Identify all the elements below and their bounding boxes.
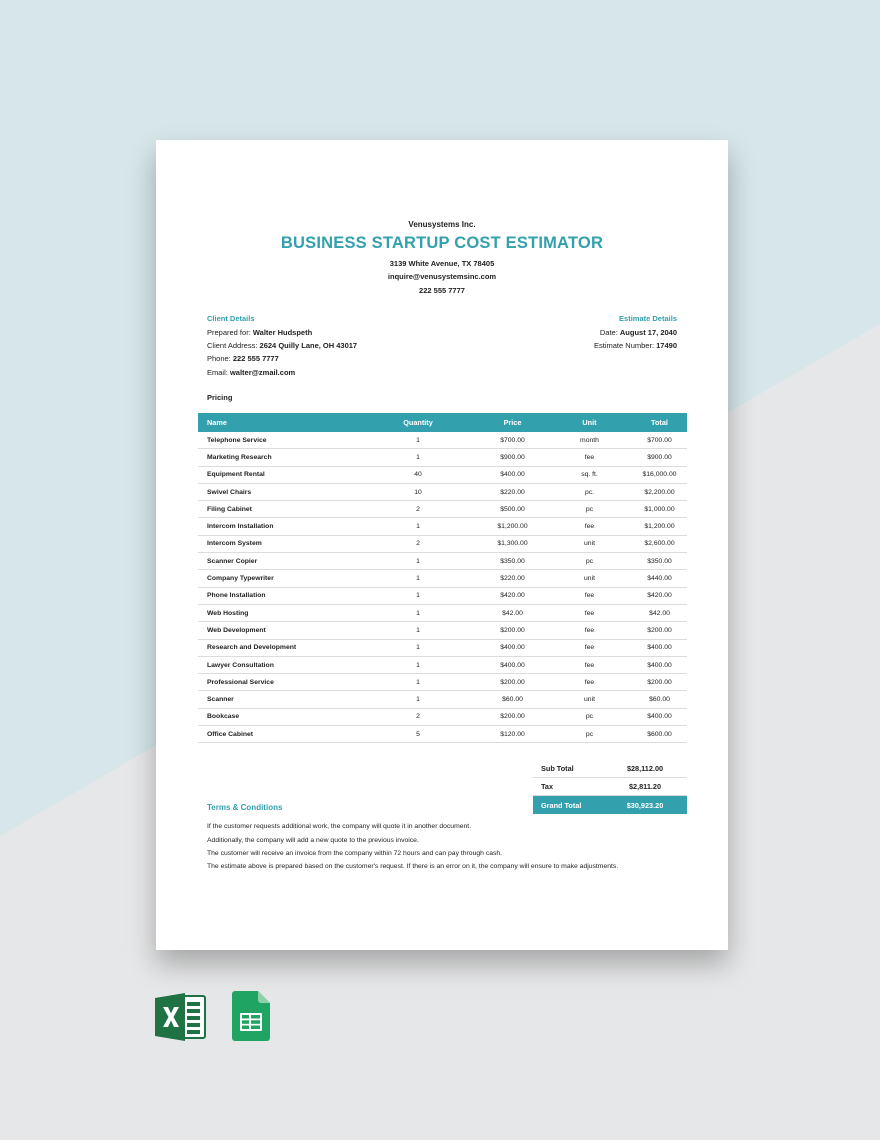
- cell-quantity: 1: [416, 557, 420, 565]
- cell-quantity: 5: [416, 730, 420, 738]
- prepared-for-label: Prepared for:: [207, 328, 251, 337]
- cell-name: Office Cabinet: [207, 730, 254, 738]
- cell-name: Lawyer Consultation: [207, 661, 274, 669]
- cell-name: Intercom System: [207, 540, 262, 548]
- cell-quantity: 2: [416, 540, 420, 548]
- cell-unit: pc: [585, 505, 594, 513]
- subtotal-row: [533, 760, 687, 778]
- cell-unit: fee: [584, 626, 595, 634]
- cell-quantity: 1: [416, 644, 420, 652]
- cell-total: $700.00: [647, 436, 672, 444]
- subtotal-value: $28,112.00: [626, 764, 664, 773]
- cell-total: $2,600.00: [644, 540, 675, 548]
- cell-price: $120.00: [500, 730, 525, 738]
- table-row: [198, 726, 687, 743]
- client-email-value: walter@zmail.com: [229, 368, 296, 377]
- cell-quantity: 1: [416, 696, 420, 704]
- cell-unit: fee: [584, 592, 595, 600]
- cell-price: $700.00: [500, 436, 525, 444]
- table-header: [198, 413, 687, 432]
- google-sheets-icon[interactable]: [232, 991, 270, 1041]
- estimate-number-label: Estimate Number:: [594, 341, 655, 350]
- cell-name: Swivel Chairs: [207, 488, 252, 496]
- table-row: [198, 467, 687, 484]
- cell-name: Scanner Copier: [207, 557, 258, 565]
- cell-price: $42.00: [502, 609, 523, 617]
- document-page: [156, 140, 728, 950]
- cell-total: $2,200.00: [644, 488, 675, 496]
- cell-total: $200.00: [647, 678, 672, 686]
- terms-line: Additionally, the company will add a new quote to the previous invoice.: [207, 837, 419, 844]
- table-row: [198, 449, 687, 466]
- client-email: [207, 368, 295, 377]
- cell-price: $900.00: [500, 453, 525, 461]
- cell-unit: unit: [584, 696, 595, 704]
- client-address-label: Client Address:: [207, 341, 258, 350]
- table-row: [198, 674, 687, 691]
- cell-name: Bookcase: [207, 713, 240, 721]
- cell-unit: fee: [584, 453, 595, 461]
- col-total: Total: [651, 418, 668, 427]
- estimate-date-value: August 17, 2040: [619, 328, 677, 337]
- terms-line: If the customer requests additional work, the company will quote it in another document.: [207, 823, 472, 830]
- tax-row: [533, 778, 687, 796]
- document-title: BUSINESS STARTUP COST ESTIMATOR: [280, 234, 604, 252]
- cell-name: Web Development: [207, 626, 266, 634]
- cell-unit: fee: [584, 644, 595, 652]
- cell-total: $200.00: [647, 626, 672, 634]
- cell-unit: pc: [585, 557, 594, 565]
- tax-label: Tax: [541, 782, 554, 791]
- grand-total-label: Grand Total: [541, 800, 582, 810]
- cell-unit: unit: [584, 575, 595, 583]
- cell-name: Filing Cabinet: [207, 505, 252, 513]
- cell-quantity: 1: [416, 523, 420, 531]
- cell-total: $900.00: [647, 453, 672, 461]
- cell-price: $200.00: [500, 626, 525, 634]
- cell-unit: fee: [584, 661, 595, 669]
- subtotal-label: Sub Total: [541, 764, 574, 773]
- estimate-date: [600, 328, 677, 337]
- cell-price: $1,300.00: [497, 540, 528, 548]
- table-row: [198, 622, 687, 639]
- cell-total: $400.00: [647, 713, 672, 721]
- cell-quantity: 1: [416, 609, 420, 617]
- cell-price: $400.00: [500, 644, 525, 652]
- cell-price: $60.00: [502, 696, 523, 704]
- cell-total: $42.00: [649, 609, 670, 617]
- cell-name: Web Hosting: [207, 609, 249, 617]
- table-row: [198, 518, 687, 535]
- cell-price: $500.00: [500, 505, 525, 513]
- col-price: Price: [503, 418, 522, 427]
- cell-unit: unit: [584, 540, 595, 548]
- cell-unit: pc: [585, 713, 594, 721]
- col-quantity: Quantity: [403, 418, 433, 427]
- cell-unit: pc: [585, 730, 594, 738]
- table-row: [198, 570, 687, 587]
- cell-unit: fee: [584, 609, 595, 617]
- client-phone: [207, 354, 279, 363]
- prepared-for-value: Walter Hudspeth: [252, 328, 313, 337]
- table-row: [198, 484, 687, 501]
- cell-unit: sq. ft.: [581, 471, 598, 479]
- cell-name: Research and Development: [207, 644, 297, 652]
- cell-price: $200.00: [500, 678, 525, 686]
- cell-name: Equipment Rental: [207, 471, 265, 479]
- cell-quantity: 1: [416, 661, 420, 669]
- client-address-value: 2624 Quilly Lane, OH 43017: [259, 341, 358, 350]
- terms-heading: Terms & Conditions: [207, 803, 283, 812]
- grand-total-row: [533, 796, 687, 814]
- cell-name: Professional Service: [207, 678, 274, 686]
- cell-quantity: 1: [416, 575, 420, 583]
- company-email: inquire@venusystemsinc.com: [387, 272, 497, 281]
- cell-quantity: 2: [416, 505, 420, 513]
- excel-icon[interactable]: [155, 992, 207, 1042]
- cell-total: $16,000.00: [642, 471, 677, 479]
- client-details-heading: Client Details: [207, 314, 255, 323]
- company-phone: 222 555 7777: [419, 286, 465, 295]
- cell-total: $1,200.00: [644, 523, 675, 531]
- cell-unit: fee: [584, 523, 595, 531]
- pricing-label: Pricing: [207, 393, 233, 402]
- cell-name: Company Typewriter: [207, 575, 274, 583]
- estimate-number-value: 17490: [656, 341, 677, 350]
- col-name: Name: [207, 418, 227, 427]
- prepared-for: [207, 328, 312, 337]
- terms-line: The customer will receive an invoice from the company within 72 hours and can pay through cash.: [207, 850, 503, 857]
- cell-total: $600.00: [647, 730, 672, 738]
- cell-name: Intercom Installation: [207, 523, 274, 531]
- cell-total: $400.00: [647, 661, 672, 669]
- client-email-label: Email:: [207, 368, 228, 377]
- cell-price: $420.00: [500, 592, 525, 600]
- table-body: [198, 432, 687, 743]
- cell-quantity: 1: [416, 592, 420, 600]
- cell-total: $1,000.00: [644, 505, 675, 513]
- table-row: [198, 553, 687, 570]
- table-row: [198, 605, 687, 622]
- cell-name: Phone Installation: [207, 592, 266, 600]
- cell-quantity: 40: [414, 471, 422, 479]
- cell-unit: fee: [584, 678, 595, 686]
- table-row: [198, 501, 687, 518]
- cell-name: Scanner: [207, 696, 234, 704]
- cell-name: Marketing Research: [207, 453, 272, 461]
- table-row: [198, 432, 687, 449]
- cell-unit: pc.: [584, 488, 595, 496]
- client-phone-value: 222 555 7777: [232, 354, 279, 363]
- terms-line: The estimate above is prepared based on the customer's request. If there is an error on it, the company will ensure to make adjustments.: [207, 863, 619, 870]
- company-address: 3139 White Avenue, TX 78405: [389, 259, 495, 268]
- cell-quantity: 1: [416, 626, 420, 634]
- table-row: [198, 709, 687, 726]
- cell-price: $220.00: [500, 488, 525, 496]
- company-name: Venusystems Inc.: [408, 220, 476, 229]
- grand-total-value: $30,923.20: [626, 800, 664, 810]
- cell-name: Telephone Service: [207, 436, 267, 444]
- client-phone-label: Phone:: [207, 354, 231, 363]
- table-row: [198, 691, 687, 708]
- cell-price: $350.00: [500, 557, 525, 565]
- cell-quantity: 1: [416, 453, 420, 461]
- table-row: [198, 588, 687, 605]
- cell-quantity: 1: [416, 436, 420, 444]
- tax-value: $2,811.20: [628, 782, 662, 791]
- cell-price: $1,200.00: [497, 523, 528, 531]
- cell-unit: month: [580, 436, 599, 444]
- cell-price: $400.00: [500, 471, 525, 479]
- cell-total: $60.00: [649, 696, 670, 704]
- estimate-number: [594, 341, 677, 350]
- table-row: [198, 657, 687, 674]
- cell-total: $350.00: [647, 557, 672, 565]
- pricing-table: [198, 413, 687, 743]
- cell-quantity: 10: [414, 488, 422, 496]
- cell-total: $400.00: [647, 644, 672, 652]
- client-address: [207, 341, 357, 350]
- cell-total: $440.00: [647, 575, 672, 583]
- table-row: [198, 536, 687, 553]
- estimate-details-heading: Estimate Details: [619, 314, 677, 323]
- cell-quantity: 2: [416, 713, 420, 721]
- cell-quantity: 1: [416, 678, 420, 686]
- cell-price: $400.00: [500, 661, 525, 669]
- cell-price: $200.00: [500, 713, 525, 721]
- table-row: [198, 640, 687, 657]
- col-unit: Unit: [582, 418, 597, 427]
- cell-total: $420.00: [647, 592, 672, 600]
- estimate-date-label: Date:: [599, 328, 618, 337]
- cell-price: $220.00: [500, 575, 525, 583]
